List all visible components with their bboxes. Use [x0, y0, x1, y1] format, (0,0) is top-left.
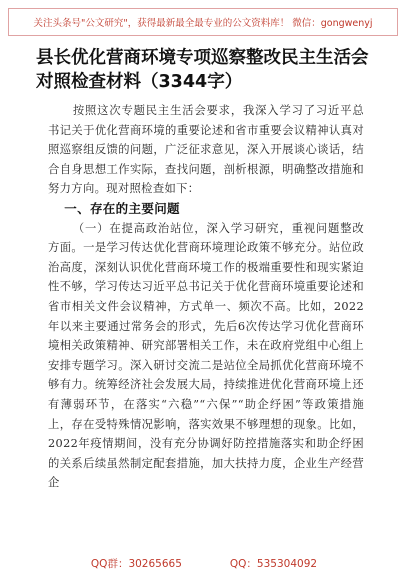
footer-contacts: [0, 556, 408, 572]
header-banner: [8, 8, 398, 36]
section-heading: 一、存在的主要问题: [64, 200, 180, 216]
footer-qq: QQ：535304092: [229, 558, 318, 570]
footer-qq-group: QQ群：30265665: [90, 558, 182, 570]
document-title: 县长优化营商环境专项巡察整改民主生活会对照检查材料（3344字）: [36, 48, 369, 92]
body-paragraph: （一）在提高政治站位，深入学习研究，重视问题整改方面。一是学习传达优化营商环境理论政策不够充分。站位政治高度，深刻认识优化营商环境工作的极端重要性和现实紧迫性不够，学习传达习近平总书记关于优化营商环境重要论述和省市相关文件会议精神，方式单一、频次不高。比如，2022年以来主要通过常务会的形式，先后6次传达学习优化营商环境相关政策精神、研究部署相关工作，未在政府党组中心组上安排专题学习。深入研讨交流二是站位全局抓优化营商环境不够有力。统筹经济社会发展大局，持续推进优化营商环境上还有薄弱环节，在落实“六稳”“六保”“助企纾困”等政策措施上，存在受特殊情况影响，落实效果不够理想的现象。比如，2022年疫情期间，没有充分协调好防控措施落实和助企纾困的关系后续虽然制定配套措施，加大扶持力度，企业生产经营企: [48, 221, 364, 490]
document-body: [48, 101, 364, 493]
banner-text: 关注头条号"公文研究"，获得最新最全最专业的公文资料库！ 微信：gongwenyj: [33, 18, 373, 29]
intro-paragraph: 按照这次专题民主生活会要求，我深入学习了习近平总书记关于优化营商环境的重要论述和省市重要会议精神认真对照巡察组反馈的问题，广泛征求意见，深入开展谈心谈话，结合自身思想工作实际，查找问题，剖析根源，明确整改措施和努力方向。现对照检查如下：: [48, 104, 364, 196]
